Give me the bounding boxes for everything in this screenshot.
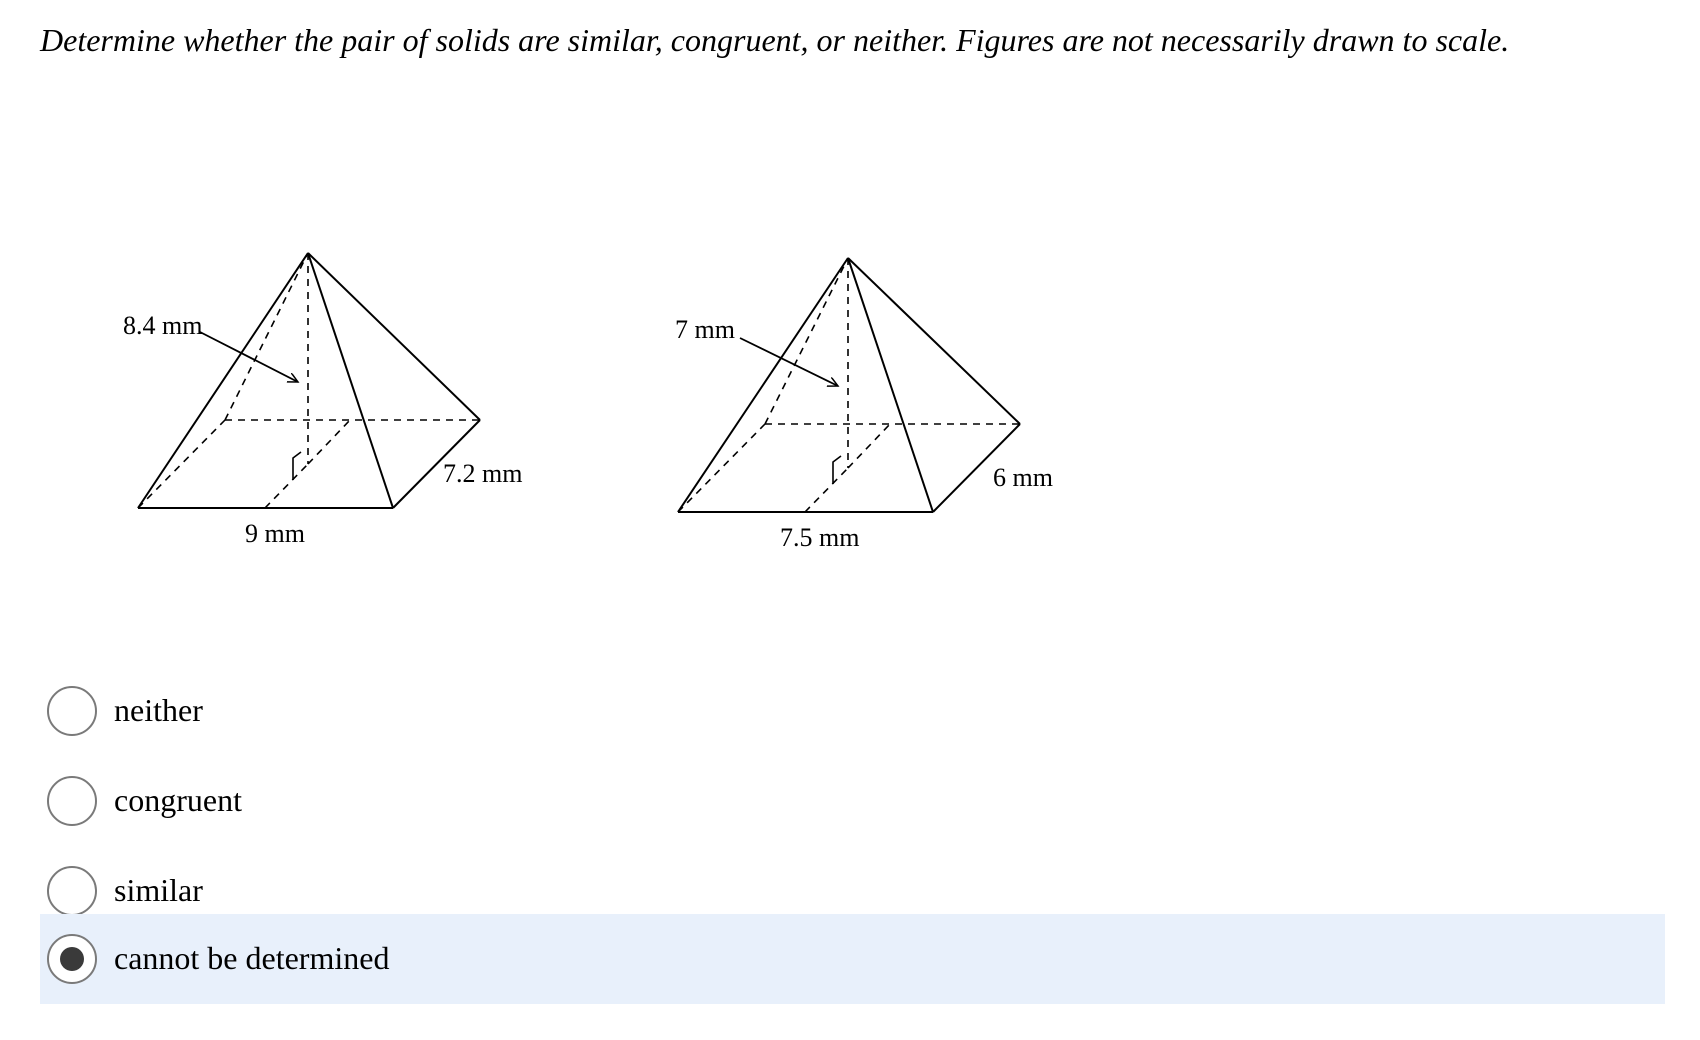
question-prompt: Determine whether the pair of solids are similar, congruent, or neither. Figures are not necessarily drawn to scale.: [40, 22, 1510, 58]
pyramid-1-base-side-label: 9 mm: [245, 519, 305, 548]
option-label: neither: [114, 692, 203, 728]
option-label: cannot be determined: [114, 940, 390, 976]
pyramid-2-base-side-label: 7.5 mm: [780, 523, 860, 552]
pyramid-2: [678, 258, 1020, 512]
radio-button-icon[interactable]: [47, 866, 97, 916]
option-cannot-be-determined[interactable]: [40, 914, 1665, 1004]
pyramid-2-base-depth-label: 6 mm: [993, 463, 1053, 492]
radio-button-icon[interactable]: [47, 776, 97, 826]
radio-button-icon[interactable]: [47, 934, 97, 984]
option-neither[interactable]: [40, 666, 1665, 756]
pyramid-1-slant-height-label: 8.4 mm: [123, 311, 203, 340]
pyramid-1: [138, 253, 480, 508]
option-label: similar: [114, 872, 203, 908]
radio-dot-icon: [60, 947, 84, 971]
option-label: congruent: [114, 782, 242, 818]
radio-button-icon[interactable]: [47, 686, 97, 736]
pyramid-2-slant-height-label: 7 mm: [675, 315, 735, 344]
option-congruent[interactable]: [40, 756, 1665, 846]
pyramid-1-base-depth-label: 7.2 mm: [443, 459, 523, 488]
